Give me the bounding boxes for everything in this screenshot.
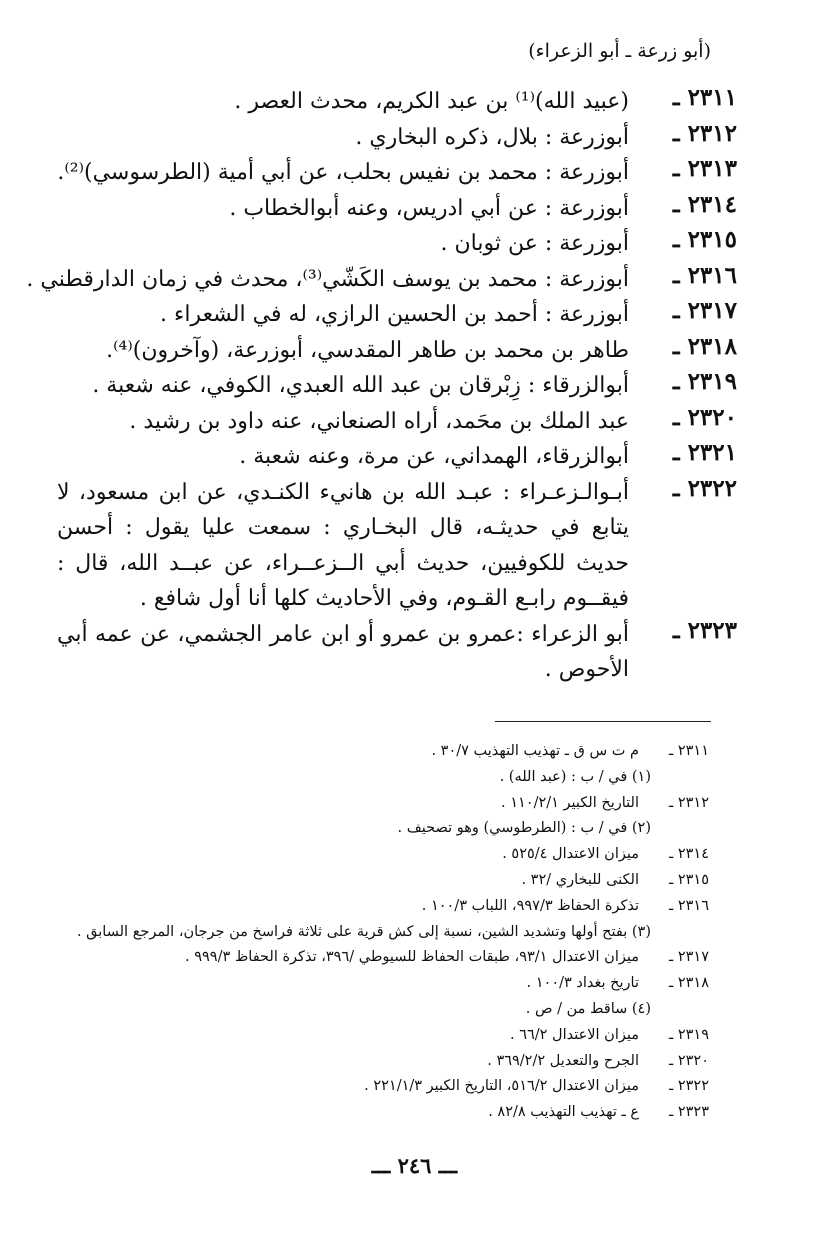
entry bbox=[57, 368, 737, 404]
footnote bbox=[9, 945, 709, 971]
entry bbox=[57, 333, 737, 369]
footnote-text: م ت س ق ـ تهذيب التهذيب ٣٠/٧ . bbox=[431, 743, 639, 759]
footnote-text: ع ـ تهذيب التهذيب ٨٢/٨ . bbox=[488, 1104, 639, 1121]
running-head: (أبو زرعة ـ أبو الزعراء) bbox=[528, 40, 711, 62]
entry-text: أبو الزعراء :عمرو بن عمرو أو ابن عامر الجشمي، عن عمه أبي الأحوص . bbox=[57, 621, 629, 682]
footnote bbox=[9, 842, 709, 868]
footnote-text: ميزان الاعتدال ٦٦/٢ . bbox=[509, 1026, 639, 1043]
entry bbox=[57, 439, 737, 475]
footnote-divider bbox=[495, 721, 711, 722]
entry-number: ٢٣١٢ ـ bbox=[672, 119, 737, 147]
entry-text: طاهر بن محمد بن طاهر المقدسي، أبوزرعة، (وآخرون)⁽⁴⁾. bbox=[106, 337, 629, 363]
footnote bbox=[9, 1100, 709, 1126]
footnotes bbox=[9, 739, 709, 1126]
footnote bbox=[9, 1074, 709, 1100]
entry-text: أبـوالـزعـراء : عبـد الله بن هانيء الكنـدي، عن ابن مسعود، لا يتابع في حديثـه، قال البخـاري : سمعت عليا يقول : أحسن حديث للكوفيين، حديث أبي الــزعــراء، عن عبــد الله، قال : فيقــوم رابـع القـوم، وفي الأحاديث كلها أنا أول شافع . bbox=[57, 479, 629, 611]
entry-text: أبوزرعة : عن ثوبان . bbox=[440, 231, 629, 256]
footnote bbox=[9, 894, 709, 920]
footnote-ref: ٢٣١٩ ـ bbox=[668, 1026, 709, 1043]
entry-number: ٢٣٢٣ ـ bbox=[672, 616, 737, 644]
footnote-text: ميزان الاعتدال ٥٢٥/٤ . bbox=[502, 846, 639, 863]
footnote-ref: ٢٣١٤ ـ bbox=[668, 846, 709, 863]
footnote-ref: ٢٣٢٢ ـ bbox=[668, 1078, 709, 1095]
entry bbox=[57, 120, 737, 156]
footnote-ref: ٢٣١٢ ـ bbox=[668, 794, 709, 811]
entry-text: أبوزرعة : أحمد بن الحسين الرازي، له في الشعراء . bbox=[159, 302, 629, 327]
entries-list bbox=[26, 84, 737, 688]
footnote-text: تاريخ بغداد ١٠٠/٣ . bbox=[526, 975, 639, 992]
footnote-ref: ٢٣١٥ ـ bbox=[668, 871, 709, 888]
footnote bbox=[9, 765, 709, 791]
entry bbox=[57, 297, 737, 333]
entry-text: أبوزرعة : محمد بن نفيس بحلب، عن أبي أمية (الطرسوسي)⁽²⁾. bbox=[57, 160, 629, 185]
entry-number: ٢٣١١ ـ bbox=[672, 84, 737, 111]
footnote bbox=[9, 791, 709, 817]
entry bbox=[57, 155, 737, 191]
entry-number: ٢٣١٨ ـ bbox=[672, 332, 737, 360]
entry bbox=[57, 226, 737, 262]
footnote-ref: ٢٣١٦ ـ bbox=[668, 897, 709, 914]
footnote-ref: ٢٣١٨ ـ bbox=[668, 975, 709, 992]
entry-number: ٢٣١٦ ـ bbox=[672, 261, 737, 289]
entry-text: (عبيد الله)⁽¹⁾ بن عبد الكريم، محدث العصر . bbox=[234, 89, 629, 114]
entry-number: ٢٣٢١ ـ bbox=[672, 439, 737, 466]
entry-number: ٢٣١٤ ـ bbox=[672, 190, 737, 218]
entry-number: ٢٣١٩ ـ bbox=[672, 368, 737, 395]
footnote-text: الجرح والتعديل ٣٦٩/٢/٢ . bbox=[487, 1052, 639, 1069]
entry-number: ٢٣١٧ ـ bbox=[672, 297, 737, 324]
footnote bbox=[9, 1049, 709, 1075]
entry-text: عبد الملك بن محَمد، أراه الصنعاني، عنه داود بن رشيد . bbox=[129, 408, 629, 434]
footnote bbox=[9, 868, 709, 894]
entry bbox=[57, 84, 737, 120]
footnote-ref: ٢٣١٧ ـ bbox=[668, 949, 709, 966]
footnote-text: (٢) في / ب : (الطرطوسي) وهو تصحيف . bbox=[397, 820, 651, 837]
entry-number: ٢٣١٣ ـ bbox=[672, 155, 737, 182]
footnote-text: (١) في / ب : (عبد الله) . bbox=[499, 768, 651, 785]
footnote bbox=[9, 997, 709, 1023]
footnote-text: ميزان الاعتدال ٥١٦/٢، التاريخ الكبير ٢٢١/١/٣ . bbox=[364, 1078, 639, 1095]
entry-number: ٢٣٢٠ ـ bbox=[672, 403, 737, 431]
entry-text: أبوزرعة : بلال، ذكره البخاري . bbox=[355, 124, 629, 150]
footnote-text: (٣) بفتح أولها وتشديد الشين، نسبة إلى كش قرية على ثلاثة فراسخ من جرجان، المرجع السابق . bbox=[76, 923, 651, 940]
footnote bbox=[9, 739, 709, 765]
footnote-text: تذكرة الحفاظ ٩٩٧/٣، اللباب ١٠٠/٣ . bbox=[421, 897, 639, 914]
entry bbox=[57, 404, 737, 440]
footnote-text: (٤) ساقط من / ص . bbox=[525, 1000, 651, 1017]
footnote-text: ميزان الاعتدال ٩٣/١، طبقات الحفاظ للسيوطي /٣٩٦، تذكرة الحفاظ ٩٩٩/٣ . bbox=[185, 949, 639, 966]
page-number: ـــ ٢٤٦ ـــ bbox=[371, 1153, 458, 1178]
footnote bbox=[9, 920, 709, 946]
entry-text: أبوالزرقاء، الهمداني، عن مرة، وعنه شعبة . bbox=[239, 444, 629, 469]
footnote-ref: ٢٣١١ ـ bbox=[668, 743, 709, 759]
entry bbox=[57, 191, 737, 227]
entry bbox=[57, 617, 737, 688]
footnote bbox=[9, 971, 709, 997]
entry-number: ٢٣٢٢ ـ bbox=[672, 474, 737, 502]
entry-number: ٢٣١٥ ـ bbox=[672, 226, 737, 253]
footnote bbox=[9, 816, 709, 842]
footnote-ref: ٢٣٢٠ ـ bbox=[668, 1052, 709, 1069]
entry bbox=[26, 261, 737, 298]
footnote-text: التاريخ الكبير ١١٠/٢/١ . bbox=[501, 794, 639, 811]
entry-text: أبوزرعة : محمد بن يوسف الكَشّي⁽³⁾، محدث في زمان الدارقطني . bbox=[26, 266, 629, 292]
entry bbox=[57, 475, 737, 617]
entry-text: أبوزرعة : عن أبي ادريس، وعنه أبوالخطاب . bbox=[229, 195, 629, 221]
footnote-text: الكنى للبخاري /٣٢ . bbox=[521, 871, 639, 888]
footnote-ref: ٢٣٢٣ ـ bbox=[668, 1104, 709, 1121]
footnote bbox=[9, 1023, 709, 1049]
entry-text: أبوالزرقاء : زِبْرقان بن عبد الله العبدي، الكوفي، عنه شعبة . bbox=[92, 373, 629, 398]
